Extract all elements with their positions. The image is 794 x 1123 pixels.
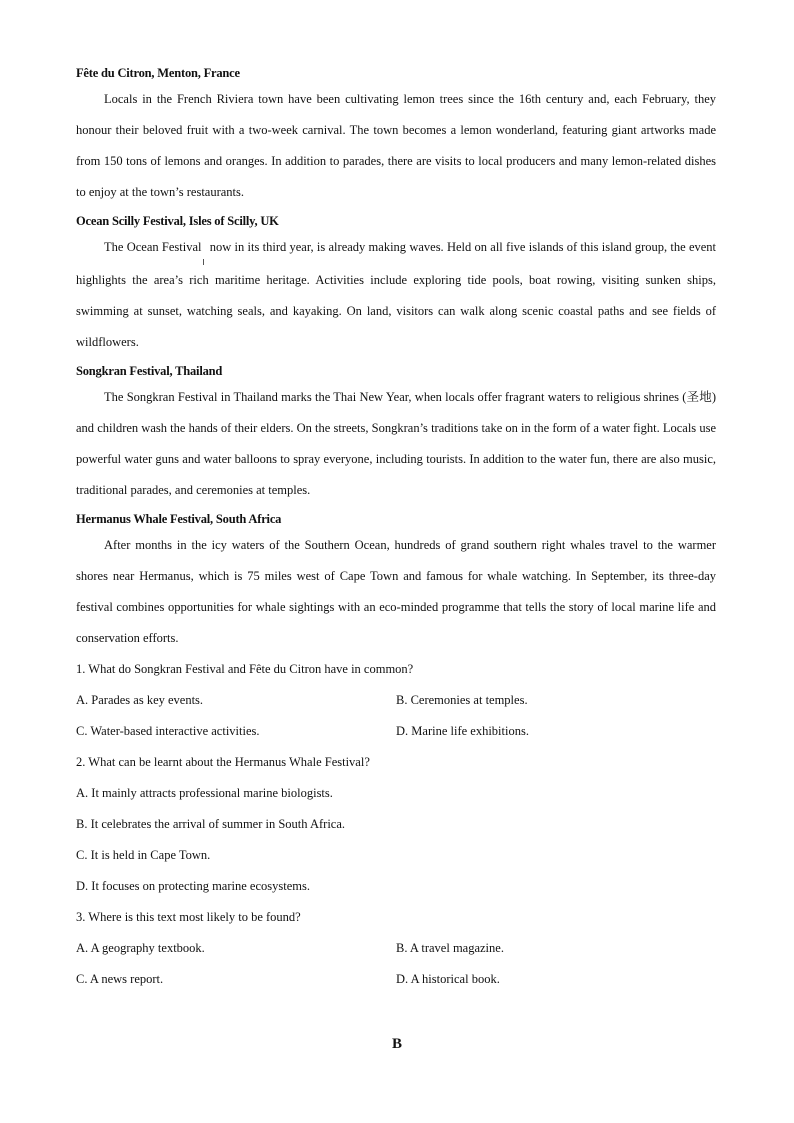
article-body: After months in the icy waters of the Southern Ocean, hundreds of grand southern right whales travel to the warmer shores near Hermanus, which is 75 miles west of Cape Town and famous for whale watching. In September, its three-day festival combines opportunities for whale sightings with an eco-minded programme that tells the story of local marine life and conservation efforts.: [76, 538, 716, 645]
option-a[interactable]: A. It mainly attracts professional marine biologists.: [76, 786, 333, 800]
article-body-part: The Ocean Festival: [104, 240, 202, 254]
option-c[interactable]: C. It is held in Cape Town.: [76, 848, 211, 862]
option-row: [76, 933, 716, 964]
article-body-part: now in its third year, is already making waves. Held on all five islands of this island group, the event highlights the area’s rich maritime heritage. Activities include exploring tide pools, boat rowing, visiting sunken ships, swimming at sunset, watching seals, and kayaking. On land, visitors can walk along scenic coastal paths and see fields of wildflowers.: [76, 240, 717, 349]
option-row: [76, 716, 716, 747]
section-letter: B: [391, 1036, 402, 1052]
option-a[interactable]: A. Parades as key events.: [76, 693, 204, 707]
option-b[interactable]: B. Ceremonies at temples.: [396, 693, 528, 707]
option-b[interactable]: B. A travel magazine.: [396, 941, 504, 955]
question-stem: 1. What do Songkran Festival and Fête du Citron have in common?: [76, 662, 414, 676]
option-row: [76, 685, 716, 716]
article-body: The Songkran Festival in Thailand marks the Thai New Year, when locals offer fragrant waters to religious shrines (圣地) and children wash the hands of their elders. On the streets, Songkran’s traditions take on in the form of a water fight. Locals use powerful water guns and water balloons to spray everyone, including tourists. In addition to the water fun, there are also music, traditional parades, and ceremonies at temples.: [76, 390, 716, 497]
document-page: [76, 62, 716, 995]
option-a[interactable]: A. A geography textbook.: [76, 941, 205, 955]
article-body: [76, 232, 716, 358]
article-title: Songkran Festival, Thailand: [76, 364, 223, 378]
option-c[interactable]: C. A news report.: [76, 972, 164, 986]
option-row: [76, 964, 716, 995]
option-d[interactable]: D. It focuses on protecting marine ecosystems.: [76, 879, 310, 893]
option-d[interactable]: D. Marine life exhibitions.: [396, 724, 529, 738]
article-body: Locals in the French Riviera town have been cultivating lemon trees since the 16th century and, each February, they honour their beloved fruit with a two-week carnival. The town becomes a lemon wonderland, featuring giant artworks made from 150 tons of lemons and oranges. In addition to parades, there are visits to local producers and many lemon-related dishes to enjoy at the town’s restaurants.: [76, 92, 716, 199]
option-b[interactable]: B. It celebrates the arrival of summer in South Africa.: [76, 817, 346, 831]
option-c[interactable]: C. Water-based interactive activities.: [76, 724, 260, 738]
option-d[interactable]: D. A historical book.: [396, 972, 500, 986]
question-stem: 3. Where is this text most likely to be found?: [76, 910, 301, 924]
article-title: Ocean Scilly Festival, Isles of Scilly, UK: [76, 214, 279, 228]
article-title: Fête du Citron, Menton, France: [76, 66, 240, 80]
question-stem: 2. What can be learnt about the Hermanus Whale Festival?: [76, 755, 370, 769]
article-title: Hermanus Whale Festival, South Africa: [76, 512, 282, 526]
comma-mark: [203, 259, 204, 265]
